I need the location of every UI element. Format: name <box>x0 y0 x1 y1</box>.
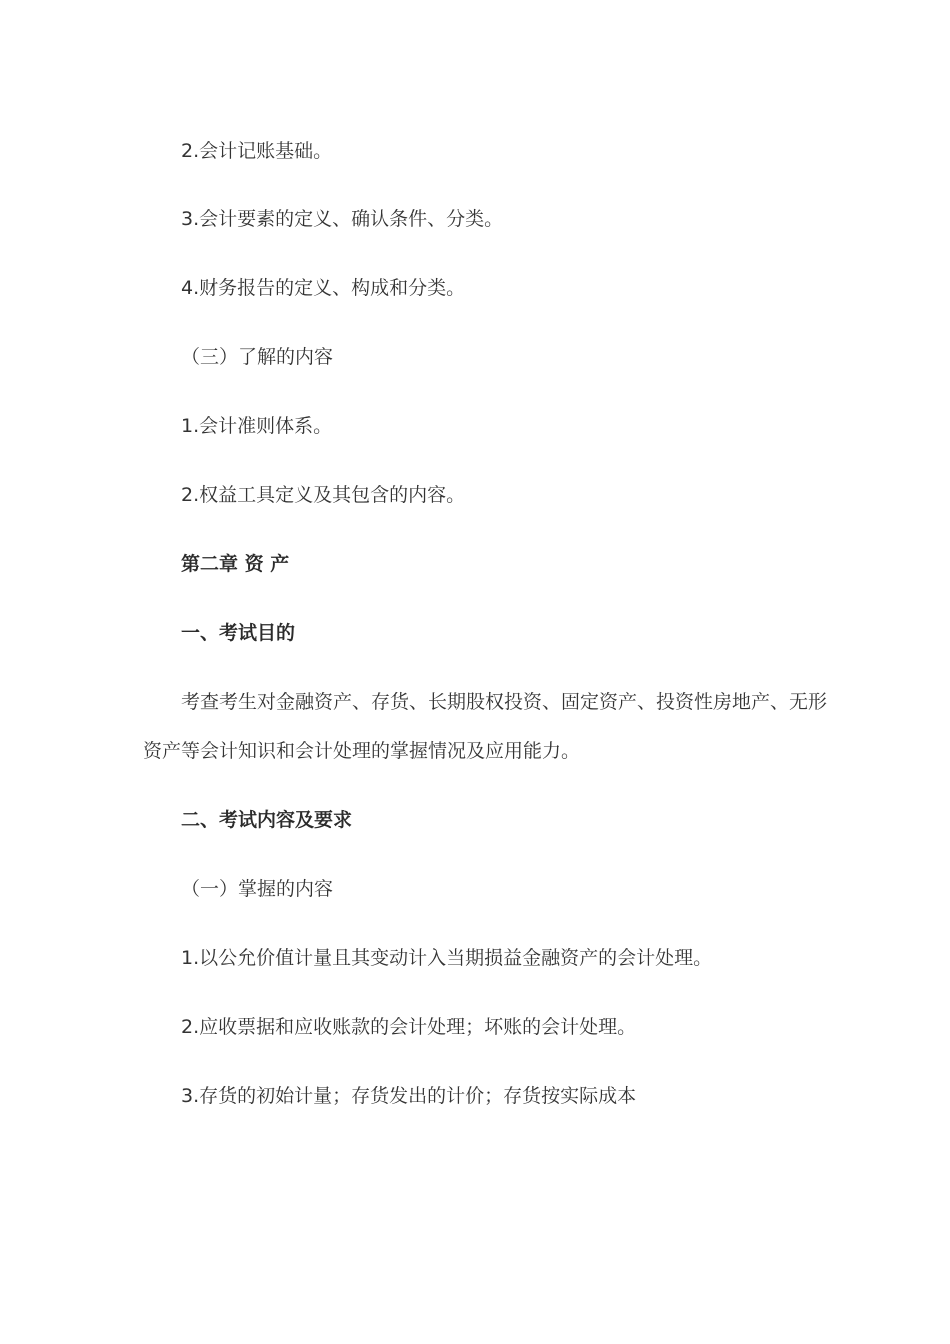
list-item-accounting-elements: 3.会计要素的定义、确认条件、分类。 <box>181 208 504 230</box>
paragraph-line-1: 考查考生对金融资产、存货、长期股权投资、固定资产、投资性房地产、无形 <box>181 691 828 713</box>
list-item-inventory: 3.存货的初始计量；存货发出的计价；存货按实际成本 <box>181 1085 637 1107</box>
section-heading-exam-purpose: 一、考试目的 <box>181 622 296 644</box>
list-item-equity-instruments: 2.权益工具定义及其包含的内容。 <box>181 484 466 506</box>
paragraph-line-2: 资产等会计知识和会计处理的掌握情况及应用能力。 <box>143 740 581 762</box>
list-item-financial-report: 4.财务报告的定义、构成和分类。 <box>181 277 466 299</box>
list-item-receivables: 2.应收票据和应收账款的会计处理；坏账的会计处理。 <box>181 1016 637 1038</box>
list-item-accounting-basis: 2.会计记账基础。 <box>181 140 333 162</box>
chapter-title: 第二章 资 产 <box>181 553 290 575</box>
list-item-standards-system: 1.会计准则体系。 <box>181 415 333 437</box>
subsection-heading-understand: （三）了解的内容 <box>181 346 334 368</box>
subsection-heading-master: （一）掌握的内容 <box>181 878 334 900</box>
list-item-fair-value-assets: 1.以公允价值计量且其变动计入当期损益金融资产的会计处理。 <box>181 947 713 969</box>
section-heading-exam-content: 二、考试内容及要求 <box>181 809 353 831</box>
